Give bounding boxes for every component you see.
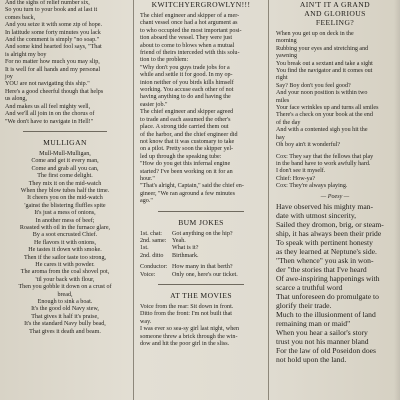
speaker-line: Birthmark. xyxy=(172,252,199,259)
poem-line: der "the stories that I've heard xyxy=(276,264,367,274)
dialog-line: Cox: They say that the fellows that play xyxy=(276,153,374,160)
story-line: gineer, "We ran aground a few minutes xyxy=(140,190,235,197)
story-line: of the harbor, and the chief engineer did xyxy=(140,131,238,138)
verse-line: morning xyxy=(276,38,297,45)
bum-jokes-title: BUM JOKES xyxy=(178,217,224,227)
speaker-label: 1st. chat: xyxy=(140,230,163,237)
joke-line: Ditto from the front: I'm not built that xyxy=(140,311,232,318)
column-divider xyxy=(268,0,269,400)
poem-line: date with utmost sincerity, xyxy=(276,210,357,220)
section-divider xyxy=(158,284,244,285)
verse-line: joy xyxy=(5,74,13,81)
verse-line: is alright my boy xyxy=(5,51,47,58)
mulligan-title: MULLIGAN xyxy=(43,137,87,147)
story-line: place. A strong tide carried them out xyxy=(140,124,229,131)
dialog-line: I don't see it myself. xyxy=(276,168,326,175)
verse-line: The aroma from the coal shovel pot, xyxy=(20,269,110,276)
story-line: "How do you get this infernal engine xyxy=(140,161,231,168)
story-line: led up through the speaking tube: xyxy=(140,153,222,160)
verse-line: They mix it on the mid-watch xyxy=(28,180,102,187)
verse-line: Rubbing your eyes and stretching and xyxy=(276,45,369,52)
story-line: to trade and each assumed the other's xyxy=(140,116,231,123)
verse-line: And your noon position is within two xyxy=(276,90,368,97)
verse-line: Here's a good cheerful though that helps xyxy=(5,88,104,95)
verse-line: And with a contented sigh you hit the xyxy=(276,127,368,134)
dialog-row xyxy=(140,238,262,245)
story-line: while and settle it for good. In my op- xyxy=(140,72,233,79)
verse-line: Then if the sailor taste too strong, xyxy=(23,254,107,261)
verse-line: He tastes it down with smoke. xyxy=(28,247,102,254)
story-line: chant vessel once had a hot argument as xyxy=(140,20,238,27)
section-divider xyxy=(158,211,244,212)
dialog-row xyxy=(140,231,262,238)
dialog-line: Cox: They're always playing. xyxy=(276,183,348,190)
poem-line: Have observed his mighty man- xyxy=(276,201,374,211)
verse-line: By a soot encrusted Chief. xyxy=(32,232,98,239)
poem-line: trust you not his manner bland xyxy=(276,336,369,346)
title-line: AND GLORIOUS xyxy=(304,9,366,18)
grand-feeling-verse xyxy=(276,31,394,150)
verse-line: Say? Boy don't you feel good? xyxy=(276,82,351,89)
poem-line: Sailed they dromon, brig, or steam- xyxy=(276,219,384,229)
poem-line: remaining man or maid" xyxy=(276,318,351,328)
verse-line: Roasted with oil in the furnace glare, xyxy=(19,224,111,231)
poem-line: not hold upon the land. xyxy=(276,354,347,364)
verse-line: The first come delight. xyxy=(37,173,93,180)
kwitchyergrowlyn-title: KWITCHYERGROWLYN!!! xyxy=(151,0,251,9)
verse-line: And the sighs of relief number six, xyxy=(5,0,90,6)
joke-line: Voice from the rear: Sit down in front. xyxy=(140,304,234,310)
page-edge-shadow xyxy=(394,0,400,400)
verse-line: That gives it half it's praise, xyxy=(31,313,99,320)
verse-line: And the comment is simply "no soap." xyxy=(5,37,100,44)
verse-line: It is well for all hands and my personal xyxy=(5,66,101,73)
navigation-verse xyxy=(5,0,125,126)
verse-line: Come and grab all you can, xyxy=(31,165,99,172)
verse-line: Oh boy ain't it wonderful? xyxy=(276,142,341,149)
verse-line: And some kind hearted fool says, "That xyxy=(5,44,102,51)
verse-line: It's the standard Navy bully bead, xyxy=(24,321,106,328)
verse-line: For no matter how much you may slip, xyxy=(5,59,100,66)
poem-line: That unforeseen do promulgate to xyxy=(276,291,379,301)
speaker-line: What is it? xyxy=(172,245,199,252)
verse-line: In another mess of beef; xyxy=(35,217,95,224)
speaker-label: 2nd. ditto xyxy=(140,252,164,259)
verse-line: of the day xyxy=(276,119,301,126)
section-divider xyxy=(23,131,107,132)
movies-jokes xyxy=(140,304,262,348)
verse-line: When they blow tubes half the time. xyxy=(20,187,110,194)
bum-jokes-dialog xyxy=(140,231,262,261)
poem-line: When you hear a sailor's story xyxy=(276,327,368,337)
joke-line: dow and hit the poor girl in the sliss. xyxy=(140,341,230,348)
verse-line: He cares it with powder. xyxy=(35,262,95,268)
verse-line: us along, xyxy=(5,96,28,103)
story-line: inion neither of you birds kills himself xyxy=(140,79,234,86)
poesy-verse xyxy=(276,202,394,364)
verse-line: right xyxy=(276,75,288,82)
speaker-label: Voice: xyxy=(140,271,156,278)
verse-line: "We don't have to navigate in Hell!" xyxy=(5,118,94,125)
story-line: about to come to blows when a mutual xyxy=(140,42,235,49)
poem-line: To speak with pertinent honesty xyxy=(276,237,373,247)
verse-line: miles xyxy=(276,97,290,104)
grand-feeling-title xyxy=(276,0,394,27)
verse-line: And we'll all join in on the chorus of xyxy=(5,111,95,118)
verse-line: That gives it death and beam. xyxy=(29,328,101,335)
story-line: The chief engineer and skipper of a mer- xyxy=(140,13,240,19)
verse-line: Enough to sink a boat. xyxy=(37,299,93,306)
dialog-row xyxy=(140,272,262,279)
speaker-label: Conductor: xyxy=(140,264,168,271)
verse-line: comes back, xyxy=(5,14,36,21)
speaker-label: 2nd. same: xyxy=(140,237,167,244)
speaker-label: 1st. xyxy=(140,245,149,252)
story-line: tion to the problem: xyxy=(140,57,189,64)
story-line: working. You accuse each other of not xyxy=(140,87,234,94)
story-line: The chief engineer and skipper agreed xyxy=(140,109,234,116)
dialog-row xyxy=(140,264,262,271)
column-right xyxy=(276,0,394,400)
engineer-story xyxy=(140,13,262,206)
verse-line: And makes us all feel mighty well, xyxy=(5,103,91,110)
conductor-dialog xyxy=(140,264,262,279)
verse-line: He flavors it with onions, xyxy=(33,239,97,246)
title-line: AIN'T IT A GRAND xyxy=(299,0,371,9)
verse-line: Mull-Mull-Mulligan, xyxy=(39,150,91,157)
verse-line: In latitude some forty minutes you lack xyxy=(5,29,101,36)
dialog-row xyxy=(140,253,262,260)
title-line: FEELING? xyxy=(315,18,355,27)
story-line: hour." xyxy=(140,175,155,182)
poem-line: scarce a truthful word xyxy=(276,282,343,292)
verse-line: So you turn to your book and at last it xyxy=(5,7,98,14)
story-line: not know that it was customary to take xyxy=(140,138,235,145)
poem-line: Of awe-inspiring happenings with xyxy=(276,273,380,283)
speaker-line: Only one, here's our ticket. xyxy=(172,271,238,278)
poesy-title: — Poesy — xyxy=(320,193,350,200)
story-line: "That's alright, Captain," said the chief en- xyxy=(140,183,244,190)
poem-line: as they learned at Neptune's side. xyxy=(276,246,377,256)
poem-line: "Then whence" you ask in won- xyxy=(276,255,374,265)
verse-line: You find the navigator and it comes out xyxy=(276,68,373,75)
verse-line: 'gainst the blistering fluffles spite xyxy=(24,202,106,209)
verse-line: And you seize it with some zip of hope. xyxy=(5,22,102,29)
poem-line: Much to the illusionment of land xyxy=(276,309,376,319)
at-the-movies-title: AT THE MOVIES xyxy=(170,291,232,300)
verse-line: hay xyxy=(276,134,285,141)
verse-line: Your face wrinkles up and turns all smiles xyxy=(276,105,379,112)
story-line: started? I've been working on it for an xyxy=(140,168,233,175)
story-line: tion aboard the vessel. They were just xyxy=(140,35,233,42)
verse-line: YOU are not navigating this ship." xyxy=(5,81,90,88)
dialog-row xyxy=(140,245,262,252)
story-line: on a pilot. Pretty soon the skipper yel- xyxy=(140,146,234,153)
verse-line: It's the good old Navy stew, xyxy=(31,306,99,313)
joke-line: someone threw a brick through the win- xyxy=(140,333,238,340)
mulligan-verse xyxy=(5,151,125,336)
column-divider xyxy=(133,0,134,400)
verse-line: You break out a sextant and take a sight xyxy=(276,60,373,67)
verse-line: When you get up on deck in the xyxy=(276,31,354,37)
verse-line: Then you gobble it down on a crust of xyxy=(18,284,112,291)
poem-line: For the law of old Poseidon does xyxy=(276,345,376,355)
speaker-line: How many in that berth? xyxy=(172,264,233,271)
story-line: having anything to do and having the xyxy=(140,94,231,101)
verse-line: It cheers you on the mid-watch xyxy=(27,195,103,202)
verse-line: There's a check on your book at the end xyxy=(276,112,373,119)
dialog-line: Chief: How-ya? xyxy=(276,175,316,182)
verse-line: 'til your back with flour, xyxy=(35,276,95,283)
joke-line: I was ever so sea-sy girl last night, when xyxy=(140,326,239,333)
story-line: easier job." xyxy=(140,101,168,108)
verse-line: It's just a mess of onions, xyxy=(34,210,96,217)
cox-chief-dialog xyxy=(276,154,394,191)
dialog-line: in the band have to work awfully hard. xyxy=(276,160,371,167)
verse-line: bread, xyxy=(57,291,73,298)
verse-line: yawning xyxy=(276,53,297,60)
poem-line: glorify their trade. xyxy=(276,300,332,310)
poem-line: ship, it has always been their pride xyxy=(276,228,382,238)
verse-line: Come and get it every man, xyxy=(31,158,99,165)
speaker-line: Yeah. xyxy=(172,237,186,244)
story-line: to who occupied the most important posi- xyxy=(140,27,242,34)
speaker-line: Got anything on the hip? xyxy=(172,230,233,237)
story-line: "Why don't you guys trade jobs for a xyxy=(140,64,230,71)
column-left xyxy=(5,0,125,400)
joke-line: way. xyxy=(140,318,152,325)
column-middle xyxy=(140,0,262,400)
story-line: ago." xyxy=(140,198,153,205)
story-line: friend of theirs interceded with this solu- xyxy=(140,50,240,57)
